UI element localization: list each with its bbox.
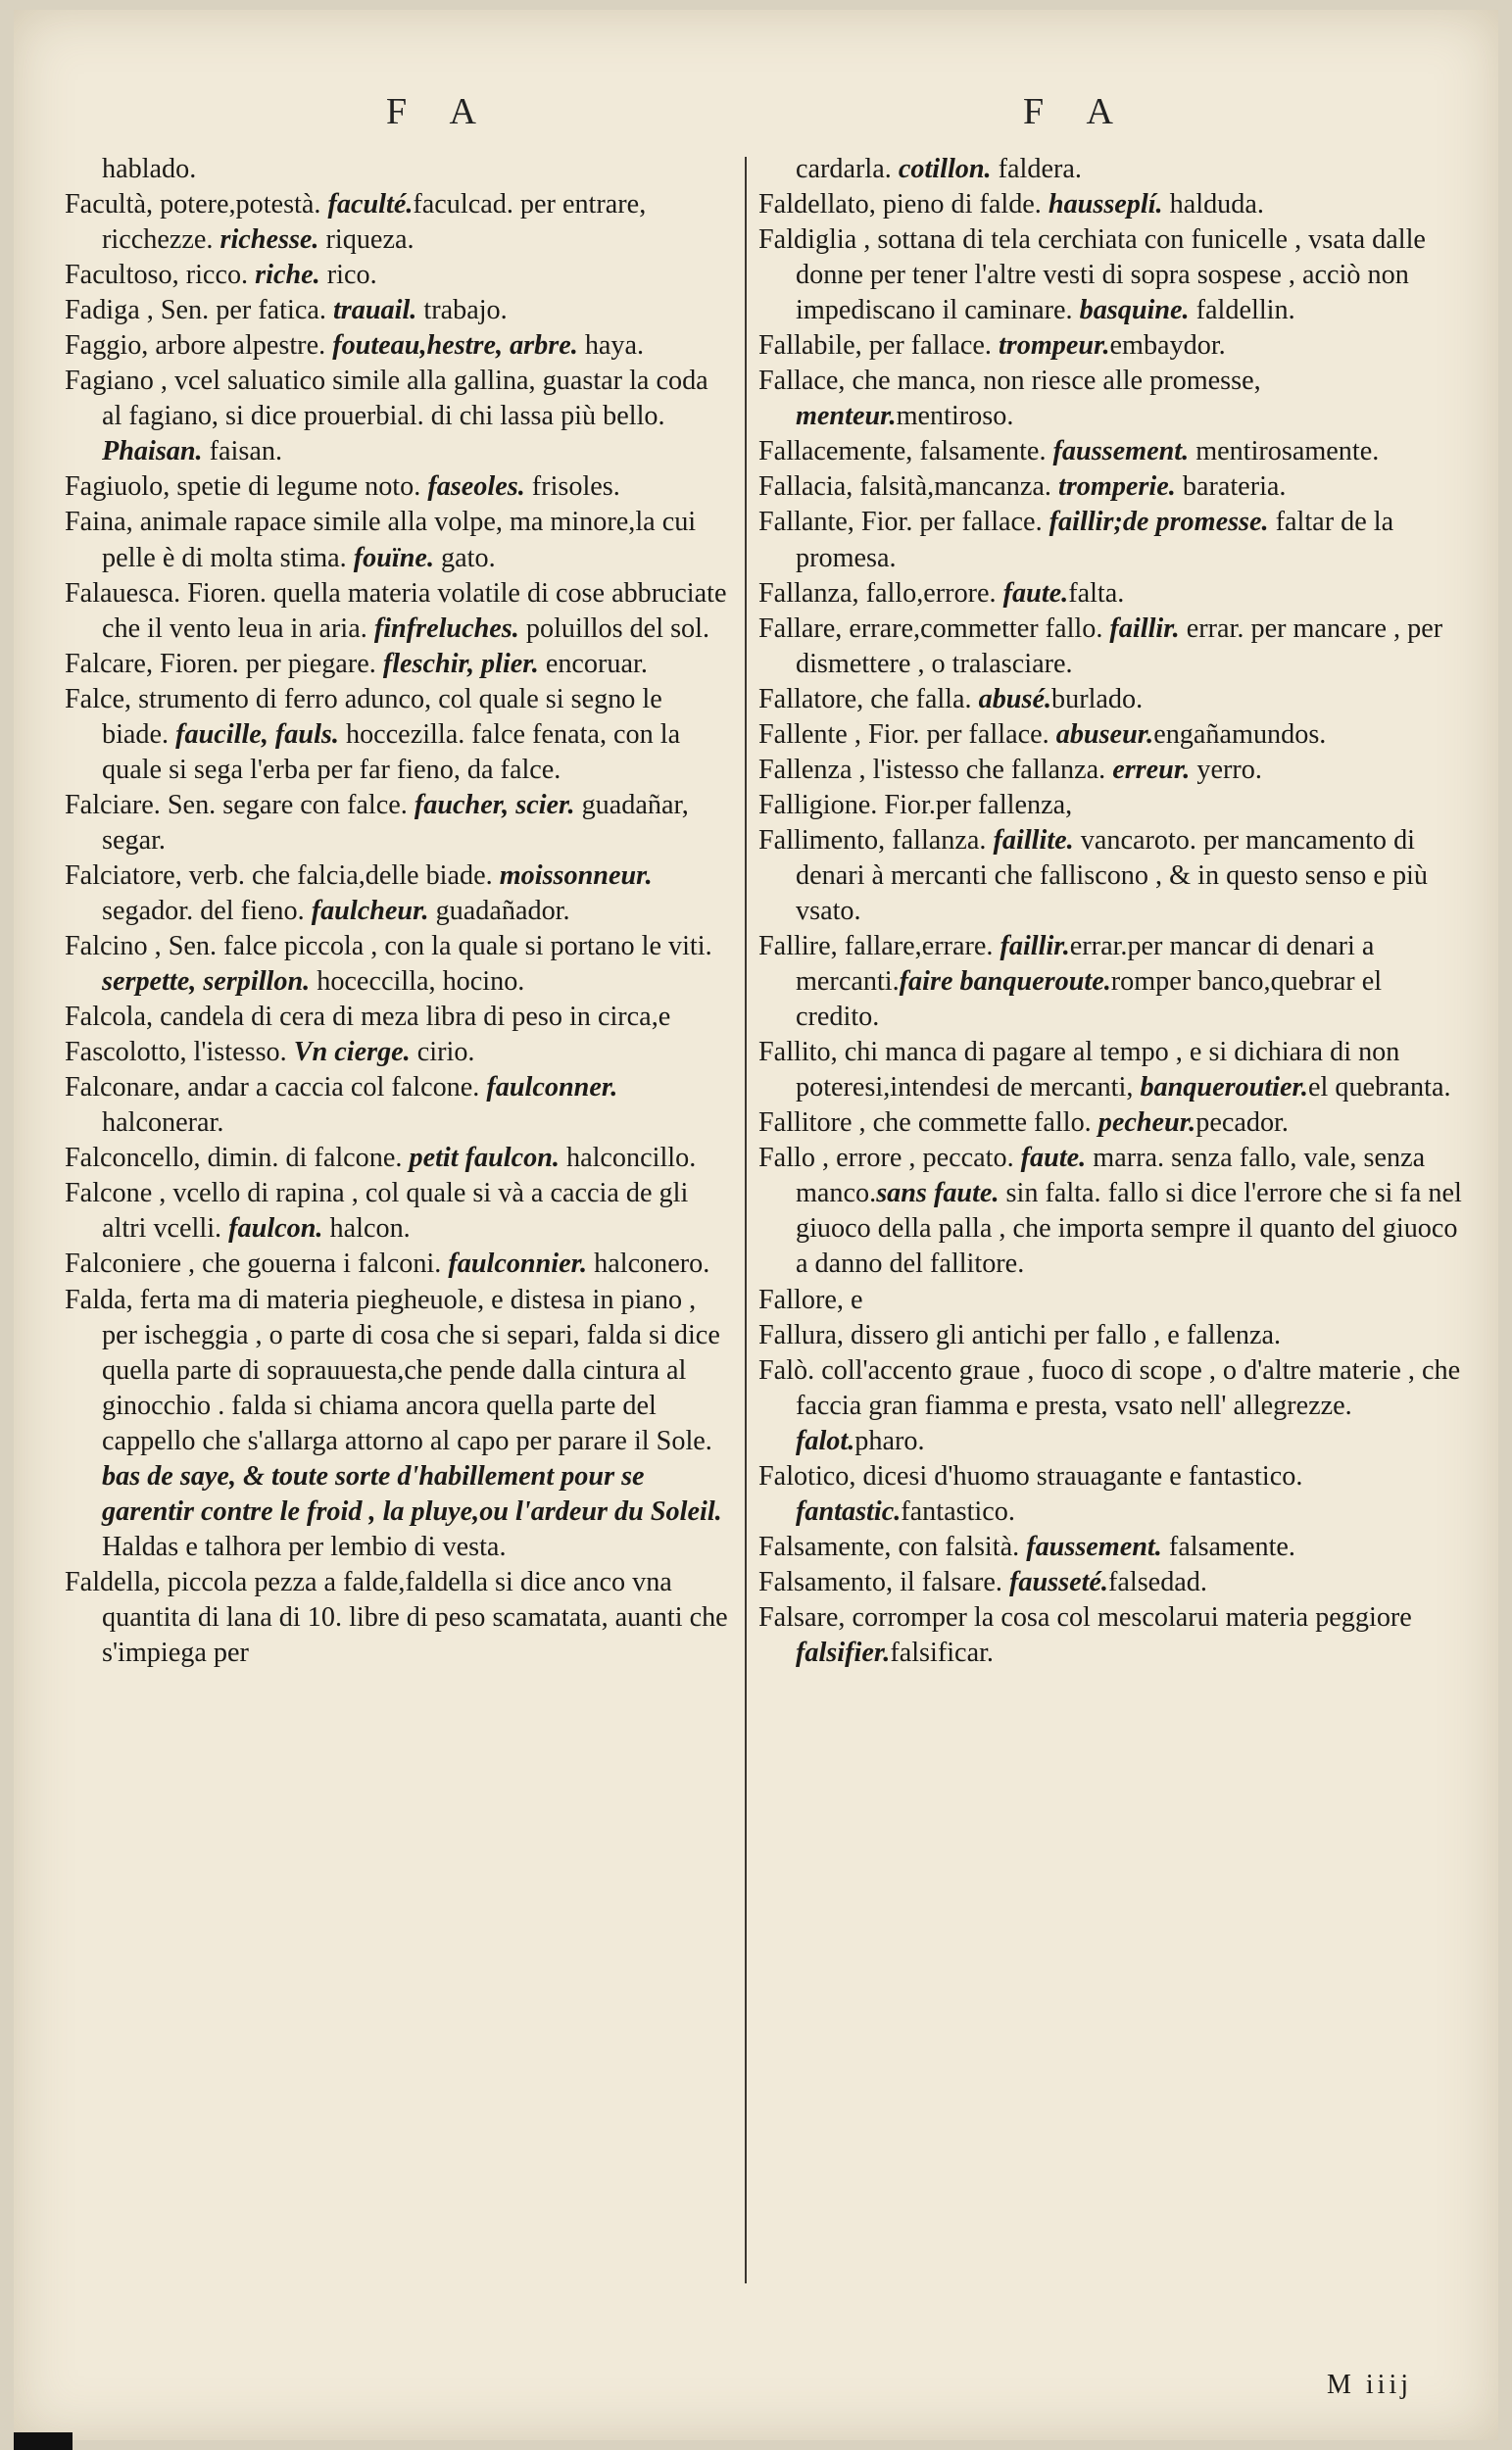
definition: andar a caccia col falcone. [187, 1072, 480, 1103]
french-gloss: sans faute. [876, 1178, 1000, 1209]
spanish-gloss: hoceccilla, hocino. [310, 966, 525, 998]
headword: Falotico, [758, 1460, 856, 1492]
definition: falsamente. [919, 436, 1047, 467]
headword: Fallente , [758, 718, 861, 750]
definition: pieno di falde. [882, 189, 1042, 220]
definition: cardarla. [796, 154, 892, 184]
spanish-gloss: barateria. [1175, 471, 1287, 503]
french-gloss: faussement. [1026, 1531, 1162, 1562]
spanish-gloss: errar.per mancar di denari a mercanti. [796, 931, 1375, 998]
definition: vcello di rapina , col quale si và a caccia de gli altri vcelli. [102, 1178, 689, 1245]
french-gloss: faucille, fauls. [175, 718, 339, 750]
dictionary-entry [65, 1176, 731, 1247]
spanish-gloss: riqueza. [318, 224, 415, 256]
french-gloss: faulconnier. [448, 1249, 588, 1280]
spanish-gloss: burlado. [1051, 683, 1144, 714]
dictionary-entry [65, 364, 731, 469]
definition: Fioren. quella materia volatile di cose abbruciate che il vento leua in aria. [102, 577, 727, 644]
headword: Fallura, [758, 1319, 844, 1350]
dictionary-entry [65, 293, 731, 328]
headword: Fallitore , [758, 1107, 866, 1139]
french-gloss: pecheur. [1097, 1107, 1196, 1139]
french-gloss: bas de saye, & toute sorte d'habillement pour se garentir contre le froid , la pluye,ou l'ardeur du Soleil. [102, 1460, 722, 1527]
spanish-gloss: romper banco,quebrar el credito. [796, 966, 1383, 1033]
definition: con falsità. [898, 1531, 1020, 1562]
dictionary-entry [758, 328, 1464, 364]
french-gloss: Phaisan. [102, 436, 203, 467]
french-gloss: faillir;de promesse. [1049, 507, 1269, 538]
definition: verb. che falcia,delle biade. [188, 859, 493, 891]
definition: vcel saluatico simile alla gallina, guastar la coda al fagiano, si dice prouerbial. di chi lassa più bello. [102, 366, 708, 432]
spanish-gloss: sin falta. fallo si dice l'errore che si fa nel giuoco della palla , che importa sempre il quanto del giuoco a danno del fallitore. [796, 1178, 1462, 1280]
spanish-gloss: haya. [577, 330, 645, 362]
dictionary-entry [65, 1035, 731, 1070]
french-gloss: faussement. [1052, 436, 1190, 467]
spanish-gloss: mentirosamente. [1189, 436, 1380, 467]
dictionary-entry [758, 823, 1464, 929]
definition: Fior. per fallace. [860, 507, 1043, 538]
french-gloss: tromperie. [1058, 471, 1176, 503]
definition: fallanza. [892, 824, 987, 856]
dictionary-entry [758, 364, 1464, 434]
ink-blot [14, 2432, 73, 2450]
definition: che manca, non riesce alle promesse, [852, 366, 1261, 397]
headword: Faina, [65, 507, 133, 538]
definition: che commette fallo. [872, 1107, 1092, 1139]
spanish-gloss: halcon. [322, 1213, 411, 1245]
definition: falsità,mancanza. [859, 471, 1051, 503]
definition: Fior. per fallace. [867, 718, 1049, 750]
french-gloss: abuseur. [1055, 718, 1154, 750]
french-gloss: basquine. [1079, 295, 1190, 326]
definition: per fallace. [868, 330, 992, 362]
dictionary-entry [65, 187, 731, 258]
headword: Falauesca. [65, 577, 181, 609]
dictionary-entry [758, 576, 1464, 612]
french-gloss: fausseté. [1008, 1566, 1108, 1597]
dictionary-entry [65, 1000, 731, 1035]
french-gloss: fouteau,hestre, arbre. [332, 330, 578, 362]
definition: chi manca di pagare al tempo , e si dichiara di non poteresi,intendesi de mercanti, [796, 1037, 1400, 1103]
headword: Faggio, [65, 330, 149, 362]
headword: Fallire, [758, 931, 838, 962]
spanish-gloss: vancaroto. per mancamento di denari à mercanti che falliscono , & in questo senso e più vsato. [796, 824, 1428, 926]
spanish-gloss: errar. per mancare , per dismettere , o tralasciare. [796, 612, 1443, 679]
dictionary-entry [65, 929, 731, 1000]
french-gloss: faseoles. [427, 471, 525, 503]
dictionary-entry [758, 1105, 1464, 1141]
dictionary-entry [65, 258, 731, 293]
spanish-gloss: Haldas e talhora per lembio di vesta. [102, 1531, 507, 1562]
definition: Fior.per fallenza, [884, 789, 1073, 820]
headword: Falda, [65, 1284, 133, 1315]
spanish-gloss: pecador. [1195, 1107, 1289, 1139]
dictionary-entry [65, 858, 731, 929]
spanish-gloss: gato. [434, 542, 496, 573]
dictionary-entry [65, 505, 731, 575]
definition: spetie di legume noto. [176, 471, 421, 503]
definition: corromper la cosa col mescolarui materia peggiore [852, 1601, 1412, 1633]
definition: fallare,errare. [844, 931, 994, 962]
spanish-gloss: encoruar. [538, 648, 648, 679]
french-gloss: trauail. [332, 295, 417, 326]
dictionary-entry [758, 1353, 1464, 1459]
dictionary-entry [65, 469, 731, 505]
headword: Fallacia, [758, 471, 854, 503]
spanish-gloss: frisoles. [524, 471, 620, 503]
spanish-gloss: faldellin. [1189, 295, 1295, 326]
french-gloss: faucher, scier. [414, 789, 575, 820]
french-gloss: hausseplí. [1048, 189, 1163, 220]
definition: che gouerna i falconi. [202, 1249, 442, 1280]
dictionary-entry [758, 1318, 1464, 1353]
definition: sottana di tela cerchiata con funicelle , vsata dalle donne per tener l'altre vesti di sopra sospese , acciò non impediscano il caminare. [796, 224, 1426, 326]
headword: Falcare, [65, 648, 153, 679]
french-gloss: faillir. [1000, 931, 1070, 962]
definition: animale rapace simile alla volpe, ma minore,la cui pelle è di molta stima. [102, 507, 697, 573]
definition: errore , peccato. [836, 1143, 1014, 1174]
headword: Fagiano , [65, 366, 168, 397]
french-gloss: faulconner. [486, 1072, 618, 1103]
headword: Falcino , [65, 931, 162, 962]
french-gloss: Vn cierge. [293, 1037, 411, 1068]
dictionary-entry [65, 1283, 731, 1565]
spanish-gloss: falsamente. [1161, 1531, 1295, 1562]
french-gloss: menteur. [796, 401, 897, 432]
definition: arbore alpestre. [155, 330, 326, 362]
dictionary-entry [758, 1565, 1464, 1600]
french-gloss: fleschir, plier. [382, 648, 539, 679]
french-gloss: fantastic. [796, 1495, 902, 1527]
dictionary-entry [758, 152, 1464, 187]
page-header-right: F A [1023, 91, 1131, 132]
headword: Falciatore, [65, 859, 182, 891]
dictionary-entry [65, 1070, 731, 1141]
dictionary-entry [758, 187, 1464, 222]
definition: candela di cera di meza libra di peso in circa,e [160, 1002, 671, 1033]
definition: coll'accento graue , fuoco di scope , o d'altre materie , che faccia gran fiamma e presta, vsato nell' allegrezze. [796, 1354, 1461, 1421]
definition: il falsare. [900, 1566, 1002, 1597]
dictionary-entry [758, 1141, 1464, 1282]
spanish-gloss: halconero. [587, 1249, 710, 1280]
headword: Fallore, [758, 1284, 844, 1315]
definition: dicesi d'huomo strauagante e fantastico. [862, 1460, 1303, 1492]
spanish-gloss: halconerar. [102, 1107, 224, 1139]
dictionary-entry [758, 1600, 1464, 1671]
headword: Fallace, [758, 366, 846, 397]
dictionary-entry [65, 1247, 731, 1282]
definition: dissero gli antichi per fallo , e fallenza. [850, 1319, 1282, 1350]
dictionary-entry [65, 1565, 731, 1671]
definition: Sen. per fatica. [160, 295, 326, 326]
definition: l'istesso. [193, 1037, 287, 1068]
french-gloss: faillir. [1109, 612, 1180, 644]
spanish-gloss: mentiroso. [896, 401, 1014, 432]
dictionary-entry [758, 929, 1464, 1035]
left-column [65, 152, 731, 1671]
dictionary-entry [758, 717, 1464, 753]
dictionary-entry [65, 576, 731, 647]
spanish-gloss: fantastico. [901, 1495, 1015, 1527]
spanish-gloss: embaydor. [1109, 330, 1226, 362]
spanish-gloss: guadañador. [428, 895, 570, 926]
page-header-left: F A [386, 91, 494, 132]
headword: Falce, [65, 683, 132, 714]
definition: ferta ma di materia piegheuole, e distesa in piano , per ischeggia , o parte di cosa che si separi, falda si dice quella parte di soprauuesta,che pende dalla cintura al ginocchio . falda si chiama ancora quella parte del cappello che s'allarga attorno al capo per parare il Sole. [102, 1284, 720, 1456]
headword: Fallo , [758, 1143, 830, 1174]
dictionary-entry [758, 1283, 1464, 1318]
headword: Fallenza , [758, 754, 866, 785]
spanish-gloss: marra. senza fallo, vale, senza manco. [796, 1143, 1426, 1209]
french-gloss: cotillon. [898, 154, 992, 184]
spanish-gloss: el quebranta. [1307, 1072, 1451, 1103]
headword: Fallatore, [758, 683, 864, 714]
french-gloss: faculté. [327, 189, 414, 220]
headword: Faldellato, [758, 189, 876, 220]
definition: piccola pezza a falde,faldella si dice anco vna quantita di lana di 10. libre di peso scamatata, auanti che s'impiega per [102, 1566, 728, 1668]
headword: Facultoso, [65, 260, 179, 291]
dictionary-entry [758, 788, 1464, 823]
dictionary-entry [758, 1035, 1464, 1105]
definition: e [850, 1284, 863, 1315]
spanish-gloss: halduda. [1162, 189, 1264, 220]
dictionary-entry [65, 1141, 731, 1176]
dictionary-entry [758, 222, 1464, 328]
spanish-gloss: halconcillo. [559, 1143, 697, 1174]
headword: Facultà, [65, 189, 154, 220]
headword: Falligione. [758, 789, 878, 820]
spanish-gloss: poluillos del sol. [518, 612, 710, 644]
spanish-gloss: falta. [1068, 577, 1125, 609]
headword: Fallanza, [758, 577, 859, 609]
dictionary-page [14, 10, 1498, 2440]
definition: dimin. di falcone. [207, 1143, 403, 1174]
headword: Fallimento, [758, 824, 886, 856]
french-gloss: riche. [255, 260, 320, 291]
signature-mark: M iiij [1327, 2370, 1413, 2400]
headword: Falconiere , [65, 1249, 196, 1280]
spanish-gloss: faisan. [202, 436, 283, 467]
dictionary-entry [758, 469, 1464, 505]
dictionary-entry [65, 647, 731, 682]
definition: strumento di ferro adunco, col quale si segno le biade. [102, 683, 662, 750]
french-gloss: richesse. [219, 224, 319, 256]
headword: Fagiuolo, [65, 471, 171, 503]
french-gloss: falot. [796, 1425, 855, 1456]
french-gloss: banqueroutier. [1140, 1072, 1308, 1103]
french-gloss: faute. [1002, 577, 1069, 609]
headword: Falcone , [65, 1178, 167, 1209]
definition: errare,commetter fallo. [849, 612, 1103, 644]
headword: Fallante, [758, 507, 854, 538]
definition: hablado. [102, 154, 197, 184]
french-gloss: trompeur. [998, 330, 1110, 362]
french-gloss: fouïne. [353, 542, 434, 573]
definition: l'istesso che fallanza. [872, 754, 1106, 785]
french-gloss: serpette, serpillon. [102, 966, 311, 998]
french-gloss: abusé. [978, 683, 1052, 714]
headword: Falò. [758, 1354, 815, 1386]
dictionary-entry [758, 1530, 1464, 1565]
french-gloss: faulcon. [228, 1213, 323, 1245]
french-gloss: faillite. [993, 824, 1074, 856]
spanish-gloss: falsedad. [1107, 1566, 1207, 1597]
definition: ricco. [185, 260, 249, 291]
dictionary-entry [65, 152, 731, 187]
french-gloss: erreur. [1112, 754, 1191, 785]
french-gloss: petit faulcon. [409, 1143, 560, 1174]
headword: Faldella, [65, 1566, 161, 1597]
headword: Fascolotto, [65, 1037, 187, 1068]
headword: Falciare. [65, 789, 161, 820]
definition: Sen. falce piccola , con la quale si portano le viti. [168, 931, 712, 962]
spanish-gloss: rico. [319, 260, 377, 291]
spanish-gloss: engañamundos. [1153, 718, 1327, 750]
french-gloss: faute. [1020, 1143, 1087, 1174]
spanish-gloss: faltar de la promesa. [796, 507, 1394, 573]
spanish-gloss: cirio. [410, 1037, 475, 1068]
dictionary-entry [65, 328, 731, 364]
headword: Falsamente, [758, 1531, 892, 1562]
spanish-gloss: hoccezilla. falce fenata, con la quale si sega l'erba per far fieno, da falce. [102, 718, 681, 785]
spanish-gloss: faldera. [991, 154, 1082, 184]
dictionary-entry [65, 788, 731, 858]
definition: Sen. segare con falce. [167, 789, 408, 820]
french-gloss: moissonneur. [499, 859, 653, 891]
headword: Fallare, [758, 612, 843, 644]
french-gloss: faulcheur. [311, 895, 429, 926]
headword: Fallito, [758, 1037, 838, 1068]
headword: Fadiga , [65, 295, 154, 326]
dictionary-entry [758, 505, 1464, 575]
definition: che falla. [870, 683, 972, 714]
french-gloss: faire banqueroute. [899, 966, 1111, 998]
dictionary-entry [758, 753, 1464, 788]
spanish-gloss: faculcad. per entrare, ricchezze. [102, 189, 647, 256]
spanish-gloss: falsificar. [890, 1637, 994, 1668]
headword: Faldiglia , [758, 224, 871, 256]
dictionary-entry [758, 682, 1464, 717]
headword: Falsare, [758, 1601, 846, 1633]
definition: Fioren. per piegare. [160, 648, 376, 679]
headword: Falconcello, [65, 1143, 201, 1174]
spanish-gloss: guadañar, segar. [102, 789, 689, 856]
column-divider [745, 157, 747, 2283]
definition: fallo,errore. [865, 577, 997, 609]
headword: Falcola, [65, 1002, 154, 1033]
french-gloss: falsifier. [796, 1637, 891, 1668]
headword: Falsamento, [758, 1566, 894, 1597]
spanish-gloss: yerro. [1190, 754, 1262, 785]
dictionary-entry [65, 682, 731, 788]
spanish-gloss: trabajo. [416, 295, 508, 326]
headword: Fallacemente, [758, 436, 913, 467]
dictionary-entry [758, 434, 1464, 469]
spanish-gloss: segador. del fieno. [102, 895, 312, 926]
french-gloss: finfreluches. [373, 612, 519, 644]
right-column [758, 152, 1464, 1671]
definition: potere,potestà. [160, 189, 321, 220]
dictionary-entry [758, 1459, 1464, 1530]
spanish-gloss: pharo. [854, 1425, 925, 1456]
dictionary-entry [758, 612, 1464, 682]
headword: Fallabile, [758, 330, 862, 362]
headword: Falconare, [65, 1072, 181, 1103]
